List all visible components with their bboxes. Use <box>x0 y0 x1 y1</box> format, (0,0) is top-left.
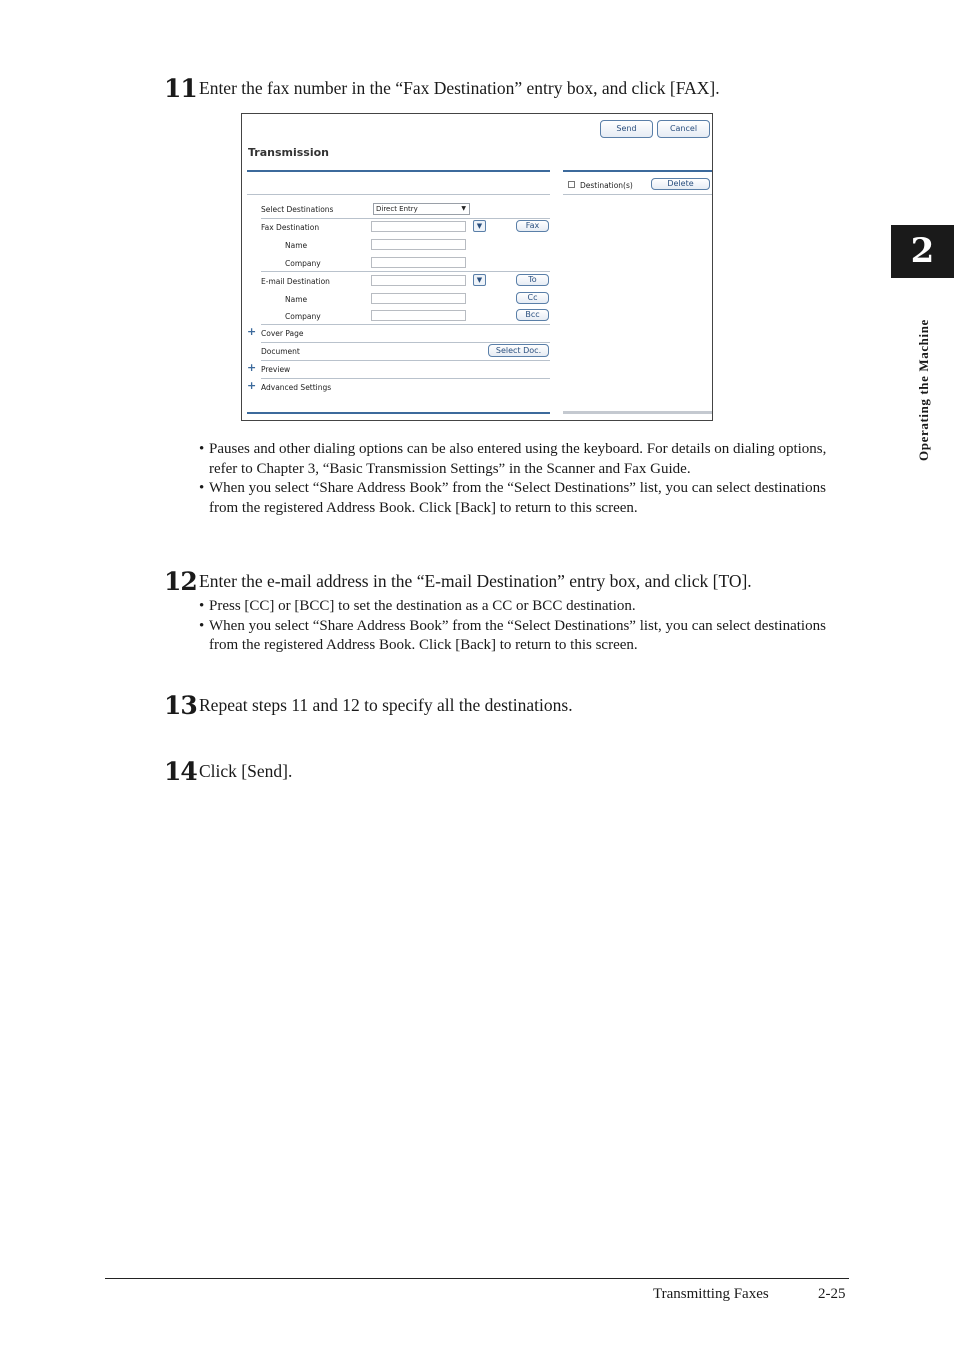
row-separator <box>261 324 550 325</box>
to-button[interactable]: To <box>516 274 549 286</box>
advanced-settings-label[interactable]: Advanced Settings <box>261 383 332 392</box>
left-separator <box>247 194 550 195</box>
row-separator <box>261 218 550 219</box>
delete-button[interactable]: Delete <box>651 178 710 190</box>
email-company-label: Company <box>285 312 321 321</box>
left-footer-bar <box>247 412 550 414</box>
step-13-number: 13 <box>164 691 197 720</box>
destinations-checkbox[interactable] <box>568 181 575 188</box>
email-name-label: Name <box>285 295 308 304</box>
right-header-bar <box>563 170 712 172</box>
fax-button[interactable]: Fax <box>516 220 549 232</box>
email-destination-input[interactable] <box>371 275 466 286</box>
preview-label[interactable]: Preview <box>261 365 291 374</box>
right-footer-bar <box>563 411 712 414</box>
transmission-screenshot <box>241 113 713 421</box>
note-item: • Pauses and other dialing options can be also entered using the keyboard. For details on dialing options, refer to Chapter 3, “Basic Transmission Settings” in the Scanner and Fax Guide. <box>199 441 827 477</box>
step-12-text: Enter the e-mail address in the “E-mail Destination” entry box, and click [TO]. <box>199 571 752 591</box>
fax-name-input[interactable] <box>371 239 466 250</box>
step-13-text: Repeat steps 11 and 12 to specify all the destinations. <box>199 695 573 715</box>
row-separator <box>261 271 550 272</box>
select-doc-button[interactable]: Select Doc. <box>488 344 549 357</box>
footer-section-title: Transmitting Faxes <box>653 1286 769 1302</box>
note-text: When you select “Share Address Book” from the “Select Destinations” list, you can select destinations from the registered Address Book. Click [Back] to return to this screen. <box>209 617 826 653</box>
fax-dropdown-chevron-icon[interactable]: ▼ <box>473 220 486 232</box>
step-11-notes <box>199 440 839 518</box>
cover-page-expand-icon[interactable]: + <box>247 325 257 338</box>
destinations-label: Destination(s) <box>580 181 633 190</box>
cancel-button[interactable]: Cancel <box>657 120 710 138</box>
chevron-down-icon: ▼ <box>461 205 466 212</box>
note-text: Press [CC] or [BCC] to set the destination as a CC or BCC destination. <box>209 598 636 614</box>
fax-name-label: Name <box>285 241 308 250</box>
preview-expand-icon[interactable]: + <box>247 361 257 374</box>
document-label: Document <box>261 347 300 356</box>
note-text: When you select “Share Address Book” from the “Select Destinations” list, you can select destinations from the registered Address Book. Click [Back] to return to this screen. <box>209 480 826 516</box>
email-destination-label: E-mail Destination <box>261 277 330 286</box>
row-separator <box>261 378 550 379</box>
left-header-bar <box>247 170 550 172</box>
note-text: Pauses and other dialing options can be also entered using the keyboard. For details on dialing options, refer to Chapter 3, “Basic Transmission Settings” in the Scanner and Fax Guide. <box>209 441 827 477</box>
fax-company-label: Company <box>285 259 321 268</box>
fax-destination-label: Fax Destination <box>261 223 320 232</box>
bcc-button[interactable]: Bcc <box>516 309 549 321</box>
email-dropdown-chevron-icon[interactable]: ▼ <box>473 274 486 286</box>
row-separator <box>261 360 550 361</box>
cover-page-label[interactable]: Cover Page <box>261 329 304 338</box>
screen-title: Transmission <box>248 146 330 159</box>
direct-entry-option: Direct Entry <box>376 205 418 213</box>
step-14-text: Click [Send]. <box>199 761 293 781</box>
row-separator <box>261 342 550 343</box>
fax-company-input[interactable] <box>371 257 466 268</box>
step-14-number: 14 <box>164 757 197 786</box>
footer-rule <box>105 1278 849 1279</box>
select-destinations-dropdown[interactable] <box>373 203 470 215</box>
step-11-number: 11 <box>164 74 197 103</box>
advanced-settings-expand-icon[interactable]: + <box>247 379 257 392</box>
email-name-input[interactable] <box>371 293 466 304</box>
send-button[interactable]: Send <box>600 120 653 138</box>
note-item: • When you select “Share Address Book” from the “Select Destinations” list, you can select destinations from the registered Address Book. Click [Back] to return to this screen. <box>199 480 826 516</box>
step-12-number: 12 <box>164 567 197 596</box>
right-separator <box>563 194 712 195</box>
fax-destination-input[interactable] <box>371 221 466 232</box>
select-destinations-label: Select Destinations <box>261 205 334 214</box>
note-item: • When you select “Share Address Book” from the “Select Destinations” list, you can select destinations from the registered Address Book. Click [Back] to return to this screen. <box>199 617 826 653</box>
page-number: 2-25 <box>818 1286 846 1302</box>
chapter-title: Operating the Machine <box>916 319 931 461</box>
note-item: • Press [CC] or [BCC] to set the destination as a CC or BCC destination. <box>199 598 636 614</box>
email-company-input[interactable] <box>371 310 466 321</box>
step-11-text: Enter the fax number in the “Fax Destination” entry box, and click [FAX]. <box>199 78 720 98</box>
cc-button[interactable]: Cc <box>516 292 549 304</box>
step-12-notes <box>199 597 839 656</box>
chapter-tab: 2 <box>891 225 954 278</box>
